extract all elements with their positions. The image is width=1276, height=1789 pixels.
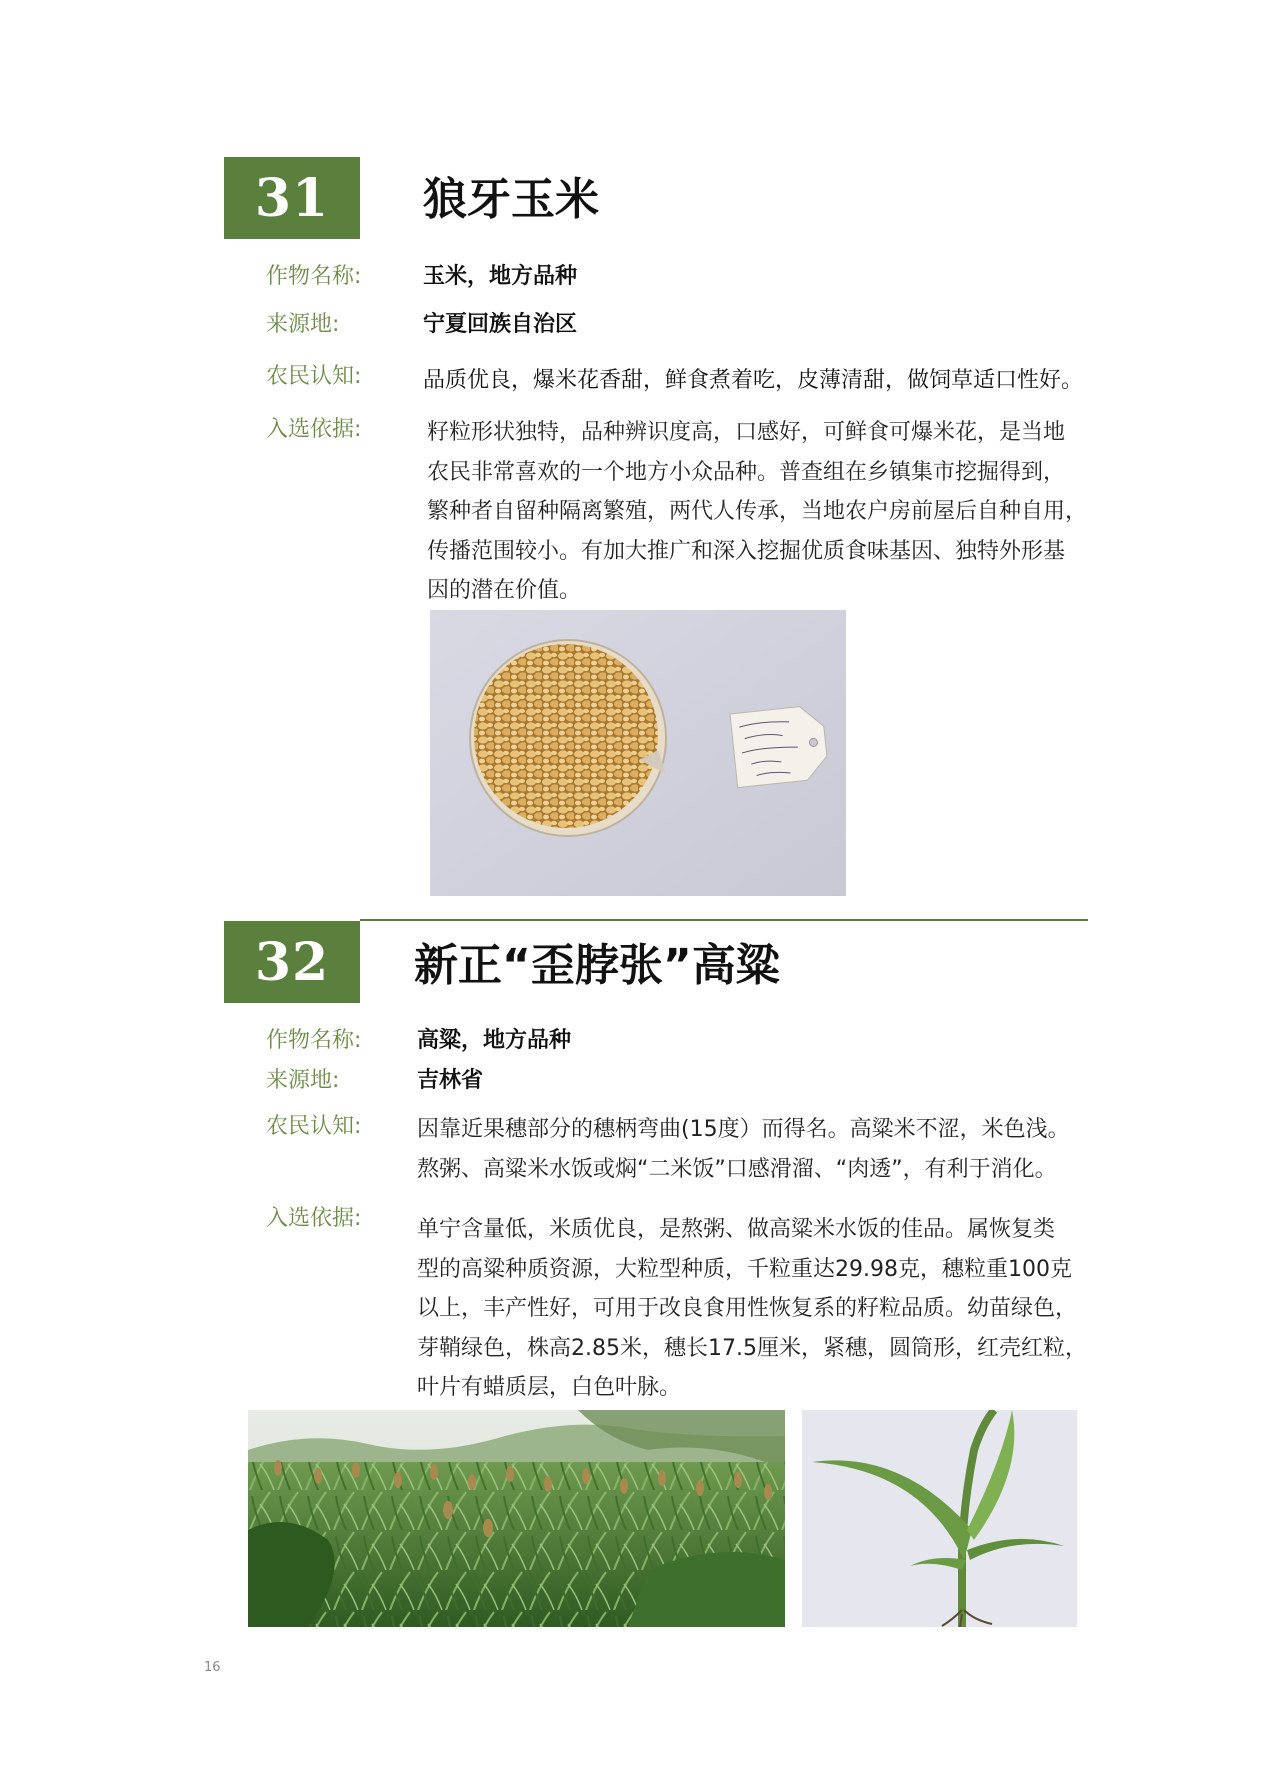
crop-name-value: 玉米，地方品种: [423, 264, 578, 289]
sorghum-seedling-photo: [802, 1410, 1077, 1627]
page-number: 16: [204, 1660, 221, 1675]
crop-name-value: 高粱，地方品种: [417, 1028, 572, 1053]
farmer-view-paragraph: [417, 1110, 1070, 1189]
crop-name-label: 作物名称:: [266, 1028, 362, 1053]
section-divider: [360, 919, 1088, 921]
basis-paragraph: [417, 1210, 1087, 1408]
entry-title: 新正“歪脖张”高粱: [414, 940, 780, 991]
basis-line: 农民非常喜欢的一个地方小众品种。普查组在乡镇集市挖掘得到，: [427, 459, 1066, 485]
basis-line: 传播范围较小。有加大推广和深入挖掘优质食味基因、独特外形基: [427, 538, 1066, 564]
basis-line: 单宁含量低，米质优良，是熬粥、做高粱米水饭的佳品。属恢复类: [417, 1217, 1056, 1242]
basis-line: 籽粒形状独特，品种辨识度高，口感好，可鲜食可爆米花，是当地: [427, 420, 1066, 445]
basis-line: 芽鞘绿色，株高2.85米，穗长17.5厘米，紧穗，圆筒形，红壳红粒，: [417, 1335, 1087, 1361]
entry-title: 狼牙玉米: [423, 174, 599, 225]
basis-line: 叶片有蜡质层，白色叶脉。: [417, 1375, 682, 1400]
origin-label: 来源地:: [266, 312, 340, 337]
basis-label: 入选依据:: [266, 417, 362, 442]
entry-number: 31: [254, 167, 330, 229]
farmer-view-label: 农民认知:: [266, 364, 362, 389]
sorghum-field-photo: [248, 1410, 785, 1627]
corn-kernels-photo: [430, 610, 846, 896]
farmer-view-value: 品质优良，爆米花香甜，鲜食煮着吃，皮薄清甜，做饲草适口性好。: [423, 368, 1084, 393]
farmer-view-line: 因靠近果穗部分的穗柄弯曲(15度）而得名。高粱米不涩，米色浅。: [417, 1117, 1070, 1142]
origin-value: 吉林省: [417, 1068, 484, 1093]
basis-line: 以上，丰产性好，可用于改良食用性恢复系的籽粒品质。幼苗绿色，: [417, 1296, 1078, 1321]
basis-paragraph: [427, 413, 1087, 611]
basis-label: 入选依据:: [266, 1206, 362, 1231]
entry-number-box: [224, 157, 360, 239]
origin-value: 宁夏回族自治区: [423, 312, 578, 337]
basis-line: 繁种者自留种隔离繁殖，两代人传承，当地农户房前屋后自种自用，: [427, 499, 1088, 524]
farmer-view-line: 熬粥、高粱米水饭或焖“二米饭”口感滑溜、“肉透”，有利于消化。: [417, 1156, 1057, 1182]
farmer-view-label: 农民认知:: [266, 1114, 362, 1139]
basis-line: 因的潜在价值。: [427, 578, 582, 603]
entry-number: 32: [254, 931, 330, 993]
origin-label: 来源地:: [266, 1068, 340, 1093]
crop-name-label: 作物名称:: [266, 264, 362, 289]
basis-line: 型的高粱种质资源，大粒型种质，千粒重达29.98克，穗粒重100克: [417, 1256, 1072, 1282]
entry-number-box: [224, 921, 360, 1003]
